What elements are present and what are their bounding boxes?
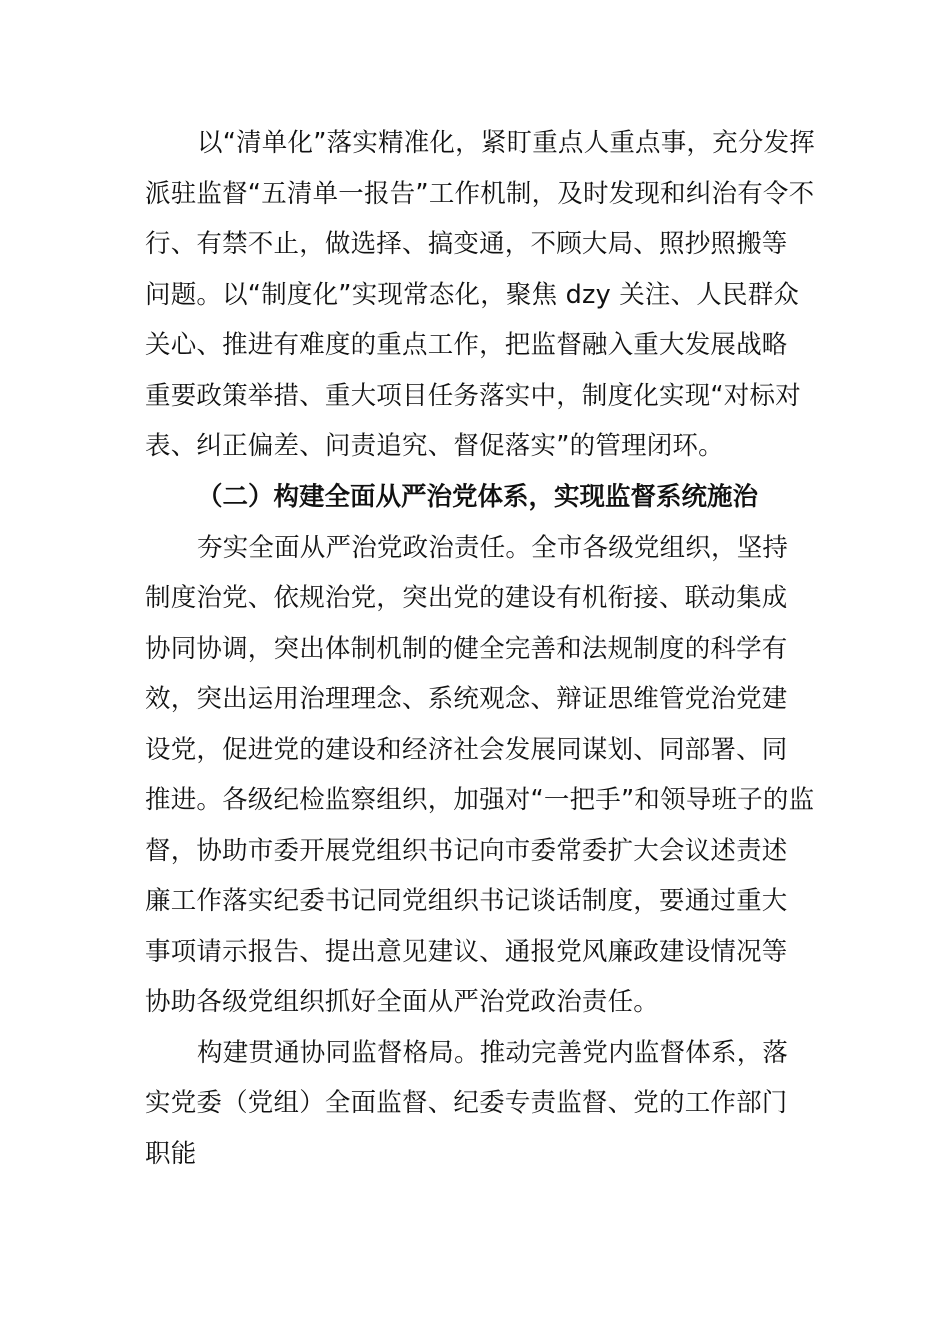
paragraph-1-line-5: 关心、推进有难度的重点工作，把监督融入重大发展战略 xyxy=(145,330,788,360)
paragraph-3-line-1: 构建贯通协同监督格局。推动完善党内监督体系，落 xyxy=(197,1038,789,1068)
paragraph-3-line-3: 职能 xyxy=(145,1139,197,1169)
paragraph-2-line-6: 推进。各级纪检监察组织，加强对“一把手”和领导班子的监 xyxy=(145,785,815,815)
paragraph-1-line-2: 派驻监督“五清单一报告”工作机制，及时发现和纠治有令不 xyxy=(145,179,815,209)
paragraph-2-line-8: 廉工作落实纪委书记同党组织书记谈话制度，要通过重大 xyxy=(145,886,788,916)
section-heading: （二）构建全面从严治党体系，实现监督系统施治 xyxy=(197,482,759,512)
paragraph-1-line-7: 表、纠正偏差、问责追究、督促落实”的管理闭环。 xyxy=(145,431,724,461)
paragraph-2-line-2: 制度治党、依规治党，突出党的建设有机衔接、联动集成 xyxy=(145,583,788,613)
paragraph-3-line-2: 实党委（党组）全面监督、纪委专责监督、党的工作部门 xyxy=(145,1088,788,1118)
paragraph-1-line-4: 问题。以“制度化”实现常态化，聚焦 dzy 关注、人民群众 xyxy=(145,280,800,310)
paragraph-1-line-3: 行、有禁不止，做选择、搞变通，不顾大局、照抄照搬等 xyxy=(145,229,788,259)
paragraph-2-line-9: 事项请示报告、提出意见建议、通报党风廉政建设情况等 xyxy=(145,937,788,967)
paragraph-1-line-1: 以“清单化”落实精准化，紧盯重点人重点事，充分发挥 xyxy=(197,128,815,158)
paragraph-2-line-5: 设党，促进党的建设和经济社会发展同谋划、同部署、同 xyxy=(145,735,788,765)
paragraph-1-line-6: 重要政策举措、重大项目任务落实中，制度化实现“对标对 xyxy=(145,381,801,411)
paragraph-2-line-10: 协助各级党组织抓好全面从严治党政治责任。 xyxy=(145,987,660,1017)
paragraph-2-line-1: 夯实全面从严治党政治责任。全市各级党组织，坚持 xyxy=(197,533,789,563)
paragraph-2-line-4: 效，突出运用治理理念、系统观念、辩证思维管党治党建 xyxy=(145,684,788,714)
paragraph-2-line-7: 督，协助市委开展党组织书记向市委常委扩大会议述责述 xyxy=(145,836,788,866)
paragraph-2-line-3: 协同协调，突出体制机制的健全完善和法规制度的科学有 xyxy=(145,634,788,664)
